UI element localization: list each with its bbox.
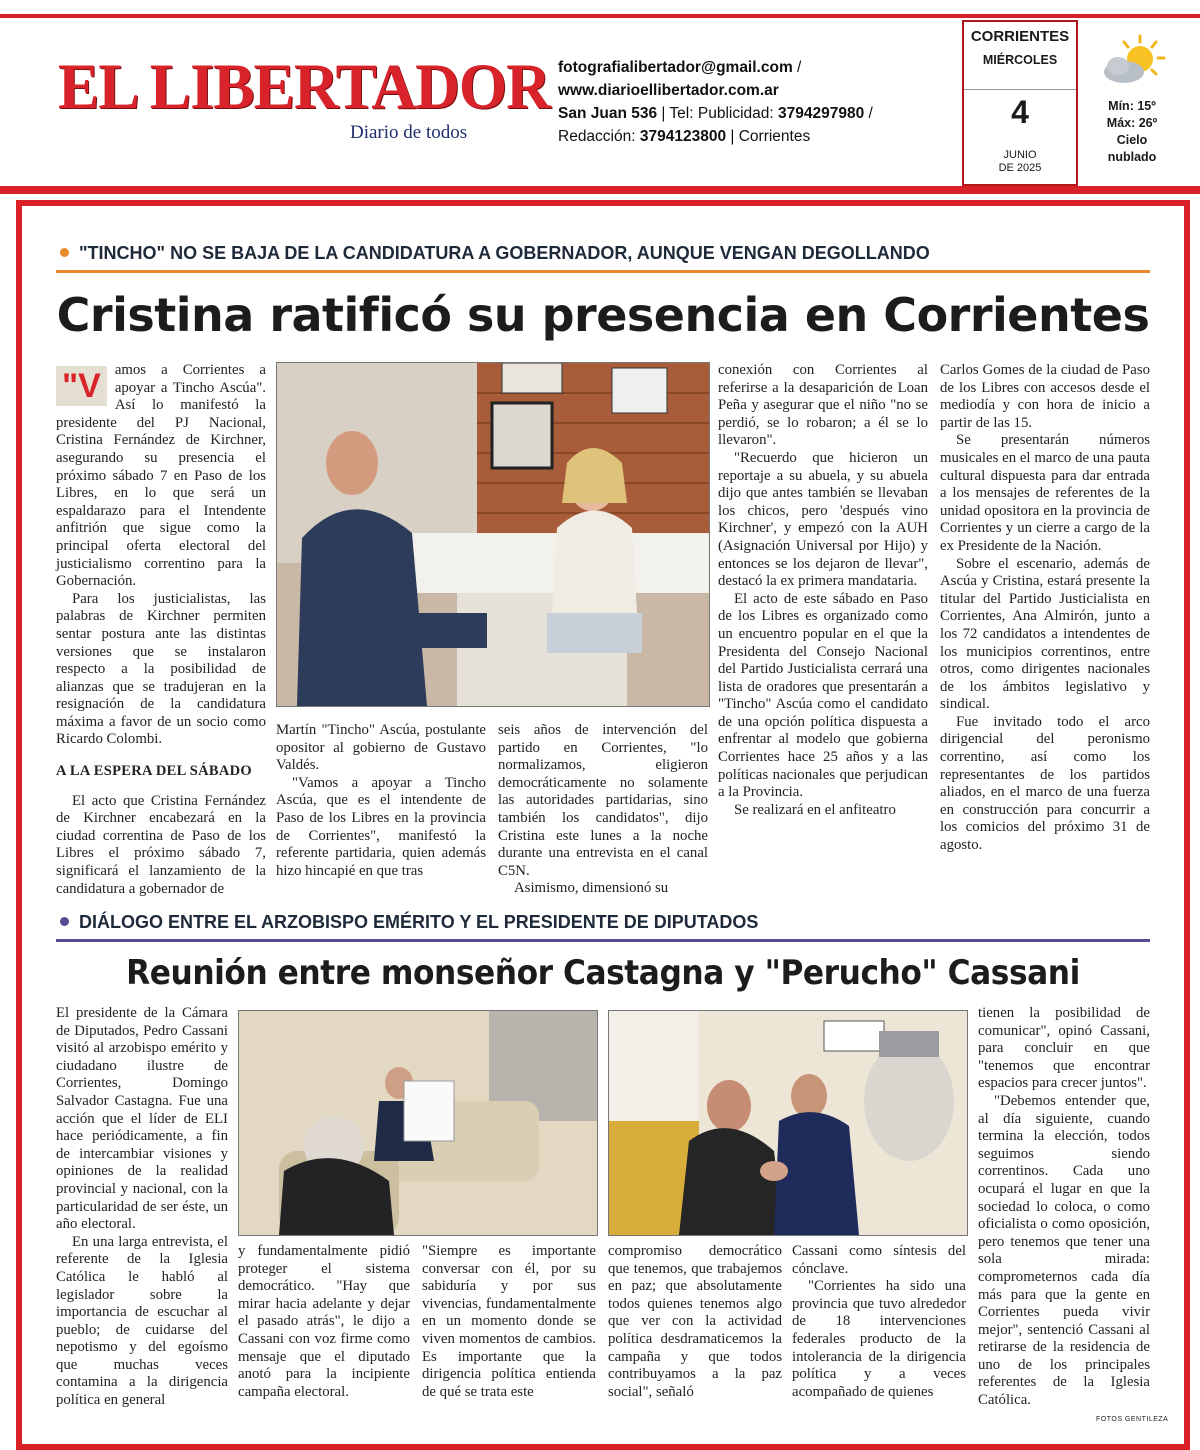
- contact-tel-advertising: 3794297980: [778, 105, 865, 122]
- article2-paragraph: "Corrientes ha sido una provincia que tuvo alrededor de 18 intervenciones federales producto de la intolerancia de la dirigencia política y a veces acompañado de quienes: [792, 1278, 966, 1400]
- contact-website[interactable]: www.diarioellibertador.com.ar: [558, 82, 779, 99]
- newspaper-tagline: Diario de todos: [350, 122, 468, 143]
- article1-paragraph: "Recuerdo que hicieron un reportaje a su abuela, y su abuela dijo que antes también se llevaban los chicos, pero 'después vino Kirchner', y empezó con la AUH (Asignación Universal por Hijo) y entonces se los dejaron de llevar", destacó la ex primera mandataria.: [718, 449, 928, 590]
- date-box: [962, 20, 1078, 186]
- article1-paragraph: Asimismo, dimensionó su: [514, 880, 669, 897]
- article2-paragraph: compromiso democrático que tenemos, que trabajemos en paz; que absolutamente todos quienes tenemos algo que ver con la actividad política desdramaticemos la campaña y que todos contribuyamos a la paz social", señaló: [608, 1243, 782, 1400]
- kicker-rule: [56, 939, 1150, 942]
- article2-column-2: [238, 1243, 410, 1401]
- article1-paragraph: El acto que Cristina Fernández de Kirchner encabezará en la ciudad correntina de Paso de los Libres el próximo sábado 7, significará el lanzamiento de la candidatura a gobernador de: [56, 792, 266, 897]
- partly-cloudy-icon: [1094, 32, 1170, 92]
- article2-paragraph: tienen la posibilidad de comunicar", opinó Cassani, para concluir en que "tenemos que encontrar espacios para crecer juntos".: [978, 1005, 1150, 1092]
- bullet-icon: [60, 917, 69, 926]
- article1-column-1: [56, 362, 266, 898]
- article1-paragraph: Carlos Gomes de la ciudad de Paso de los Libres con accesos desde el mediodía y con hora de inicio a partir de las 15.: [940, 362, 1150, 431]
- article1-photo: [276, 362, 710, 707]
- weather-max: Máx: 26º: [1106, 116, 1158, 130]
- weather-condition: Cielo: [1116, 133, 1148, 147]
- article2-paragraph: En una larga entrevista, el referente de la Iglesia Católica le habló al legislador sobre la importancia de escuchar al pueblo; de cuidarse del nepotismo y del egoísmo que muchas veces contamina a la dirigencia política en general: [56, 1233, 228, 1409]
- article1-paragraph: seis años de intervención del partido en Corrientes, "lo normalizamos, eligieron democráticamente no solamente las autoridades partidarias, sino también los candidatos", dijo Cristina este lunes a la noche durante una entrevista en el canal C5N.: [498, 722, 708, 879]
- article2-paragraph: El presidente de la Cámara de Diputados, Pedro Cassani visitó al arzobispo emérito y ciudadano ilustre de Corrientes, Domingo Salvador Castagna. Fue una acción que el líder de ELI hace periódicamente, a fin de intercambiar visiones y opiniones de la realidad provincial y nacional, con la particularidad de ser éste, un año electoral.: [56, 1005, 228, 1233]
- weather-box: [1082, 20, 1182, 180]
- contact-address: San Juan 536: [558, 105, 658, 122]
- article1-paragraph: amos a Corrientes a apoyar a Tincho Ascúa". Así lo manifestó la presidente del PJ Nacional, Cristina Fernández de Kirchner, asegurando su presencia el próximo sábado 7 en Paso de los Libres, en lo que será un espaldarazo para el Intendente anfitrión que sigue como la principal oferta electoral del justicialismo correntino para la Gobernación.: [56, 362, 266, 590]
- article2-photo-right: [608, 1010, 968, 1236]
- contact-separator: /: [792, 59, 802, 76]
- article1-kicker-text: "TINCHO" NO SE BAJA DE LA CANDIDATURA A GOBERNADOR, AUNQUE VENGAN DEGOLLANDO: [79, 243, 930, 263]
- contact-email[interactable]: fotografialibertador@gmail.com: [558, 59, 793, 76]
- article1-headline: Cristina ratificó su presencia en Corrientes: [56, 288, 1150, 342]
- bullet-icon: [60, 248, 69, 257]
- article1-paragraph: Fue invitado todo el arco dirigencial del peronismo correntino, así como los representantes de los partidos aliados, en el marco de una fuerza en construcción para concurrir a los comicios del próximo 31 de agosto.: [940, 713, 1150, 854]
- article1-column-3: [498, 722, 708, 898]
- contact-newsroom-label: Redacción:: [558, 128, 640, 145]
- article1-column-2: [276, 722, 486, 880]
- article1-paragraph: Se presentarán números musicales en el marco de una pauta cultural dispuesta para dar entrada a los mensajes de referentes de la unidad opositora en la provincia de Corrientes y un cierre a cargo de la ex Presidente de la Nación.: [940, 432, 1150, 554]
- contact-tel-newsroom: 3794123800: [639, 128, 727, 145]
- date-weekday: MIÉRCOLES: [982, 53, 1058, 67]
- photo-handshake-image: [609, 1011, 967, 1235]
- article2-kicker: [56, 912, 758, 933]
- article2-paragraph: "Siempre es importante conversar con él, por su sabiduría y por sus vivencias, fundamentalmente en un momento donde se viven momentos de cambios. Es importante que la dirigencia política entienda de qué se trata este: [422, 1243, 596, 1400]
- article2-column-5: [792, 1243, 966, 1401]
- article2-paragraph: Cassani como síntesis del cónclave.: [792, 1243, 966, 1277]
- date-day: 4: [964, 89, 1076, 131]
- top-red-rule: [0, 14, 1200, 18]
- article2-paragraph: y fundamentalmente pidió proteger el sistema democrático. "Hay que mirar hacia adelante y dejar el pasado atrás", le dijo a Cassani con voz firme como mensaje que el diputado anotó para la incipiente campaña electoral.: [238, 1243, 410, 1400]
- article2-headline: Reunión entre monseñor Castagna y "Perucho" Cassani: [126, 953, 1080, 993]
- article2-column-4: [608, 1243, 782, 1401]
- contact-city: | Corrientes: [726, 128, 811, 145]
- article2-kicker-text: DIÁLOGO ENTRE EL ARZOBISPO EMÉRITO Y EL PRESIDENTE DE DIPUTADOS: [79, 912, 759, 932]
- article1-subhead: A LA ESPERA DEL SÁBADO: [56, 763, 252, 780]
- date-year: DE 2025: [998, 162, 1042, 174]
- article1-column-4: [718, 362, 928, 819]
- kicker-rule: [56, 270, 1150, 273]
- article2-column-3: [422, 1243, 596, 1401]
- drop-cap: "V: [56, 366, 107, 406]
- contact-separator: /: [864, 105, 873, 122]
- article1-paragraph: conexión con Corrientes al referirse a la desaparición de Loan Peña y asegurar que el niño "no se perdió, se lo robaron; a él se lo llevaron".: [718, 362, 928, 449]
- contact-block: [558, 56, 873, 148]
- weather-condition: nublado: [1107, 150, 1157, 164]
- article1-paragraph: "Vamos a apoyar a Tincho Ascúa, que es el intendente de Paso de los Libres en la provincia de Corrientes", manifestó la referente partidaria, quien además hizo hincapié en que tras: [276, 774, 486, 879]
- article1-paragraph: El acto de este sábado en Paso de los Libres es organizado como un encuentro popular en el que la Presidenta del Consejo Nacional del Partido Justicialista cerrará una lista de oradores que presentarán a "Tincho" Ascúa como el candidato de una opción política dispuesta a enfrentar al modelo que gobierna Corrientes hace 25 años y a las políticas nacionales que perjudican a la Provincia.: [718, 590, 928, 801]
- photo-meeting-image: [277, 363, 709, 706]
- article1-paragraph: Sobre el escenario, además de Ascúa y Cristina, estará presente la titular del Partido Justicialista en Corrientes, Ana Almirón, junto a los 72 candidatos a intendentes de los municipios correntinos, entre otros, como dirigentes nacionales de los ámbitos legislativo y sindical.: [940, 555, 1150, 713]
- article1-paragraph: Martín "Tincho" Ascúa, postulante opositor al gobierno de Gustavo Valdés.: [276, 722, 486, 774]
- photo-conversation-image: [239, 1011, 597, 1235]
- article2-column-1: [56, 1005, 228, 1410]
- article2-column-6: [978, 1005, 1150, 1410]
- article2-paragraph: "Debemos entender que, al día siguiente, cuando termina la elección, todos seguimos siendo correntinos. Cada uno ocupará el lugar en que la sociedad lo coloca, o como oficialista o como oposición, pero tenemos que tener una sola mirada: comprometernos cada día más para que la gente en Corrientes pueda vivir mejor", sentenció Cassani al retirarse de la residencia de uno de los principales referentes de la Iglesia Católica.: [978, 1092, 1150, 1409]
- article1-paragraph: Para los justicialistas, las palabras de Kirchner permiten sentar postura ante las distintas versiones que se instalaron respecto a la posibilidad de alianzas que se tradujeran en la resignación de la candidatura máxima a favor de un socio como Ricardo Colombi.: [56, 590, 266, 748]
- photo-credit: FOTOS GENTILEZA: [1096, 1416, 1169, 1423]
- date-month: JUNIO: [1003, 149, 1037, 161]
- date-city: CORRIENTES: [970, 28, 1070, 45]
- article1-paragraph: Se realizará en el anfiteatro: [734, 801, 896, 818]
- article2-photo-left: [238, 1010, 598, 1236]
- contact-tel-label: | Tel: Publicidad:: [657, 105, 778, 122]
- article1-column-5: [940, 362, 1150, 855]
- weather-min: Mín: 15º: [1108, 99, 1156, 113]
- article1-kicker: [56, 243, 930, 264]
- newspaper-logo: EL LIBERTADOR: [58, 51, 550, 123]
- masthead-red-rule: [0, 186, 1200, 194]
